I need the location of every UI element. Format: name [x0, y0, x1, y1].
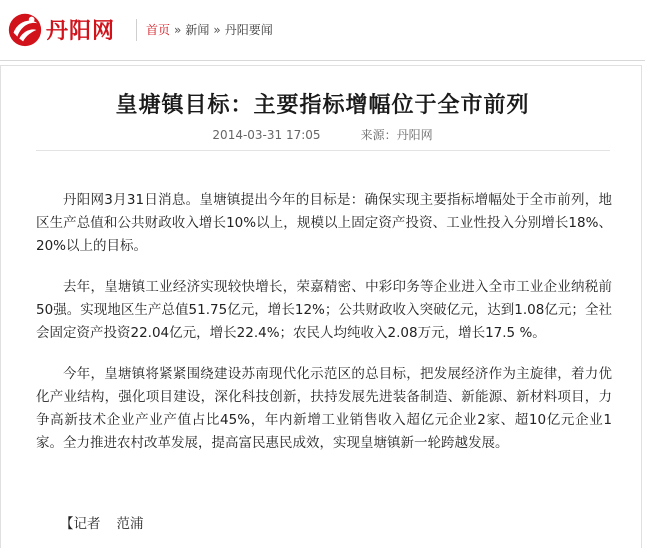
danyang-logo-icon [6, 10, 44, 48]
breadcrumb [146, 21, 273, 38]
site-name: 丹阳网 [46, 18, 116, 44]
reporter-prefix: 【记者 [60, 516, 101, 532]
article-source: 来源：丹阳网 [360, 128, 433, 142]
site-header [0, 0, 645, 60]
article-paragraph: 丹阳网3月31日消息。皇塘镇提出今年的目标是：确保实现主要指标增幅处于全市前列，地区生产总值和公共财政收入增长10%以上，规模以上固定资产投资、工业性投入分别增长18%、20%以上的目标。 [36, 192, 612, 254]
article-datetime: 2014-03-31 17:05 [212, 128, 321, 142]
frame-top-border [0, 65, 642, 66]
breadcrumb-home-link[interactable]: 首页 [146, 23, 171, 37]
article-meta [0, 126, 645, 143]
article-body [36, 189, 612, 473]
article-reporter [60, 512, 144, 532]
breadcrumb-separator: » [174, 23, 182, 37]
reporter-name: 范浦 [116, 516, 144, 532]
header-divider [136, 19, 137, 41]
article-paragraph: 今年，皇塘镇将紧紧围绕建设苏南现代化示范区的总目标，把发展经济作为主旋律，着力优化产业结构，强化项目建设，深化科技创新，扶持发展先进装备制造、新能源、新材料项目，力争高新技术企业产业产值占比45%，年内新增工业销售收入超亿元企业2家、超10亿元企业1家。全力推进农村改革发展，提高富民惠民成效，实现皇塘镇新一轮跨越发展。 [36, 366, 612, 451]
header-rule [0, 60, 645, 61]
article-title: 皇塘镇目标：主要指标增幅位于全市前列 [115, 92, 530, 118]
meta-divider [36, 150, 610, 151]
breadcrumb-news-link[interactable]: 新闻 [185, 23, 210, 37]
site-logo[interactable] [6, 9, 115, 49]
article-paragraph: 去年，皇塘镇工业经济实现较快增长，荣嘉精密、中彩印务等企业进入全市工业企业纳税前50强。实现地区生产总值51.75亿元，增长12%；公共财政收入突破亿元，达到1.08亿元；全社会固定资产投资22.04亿元，增长22.4%；农民人均纯收入2.08万元，增长17.5 %。 [36, 279, 612, 341]
breadcrumb-separator: » [213, 23, 221, 37]
breadcrumb-local-news-link[interactable]: 丹阳要闻 [224, 23, 273, 37]
